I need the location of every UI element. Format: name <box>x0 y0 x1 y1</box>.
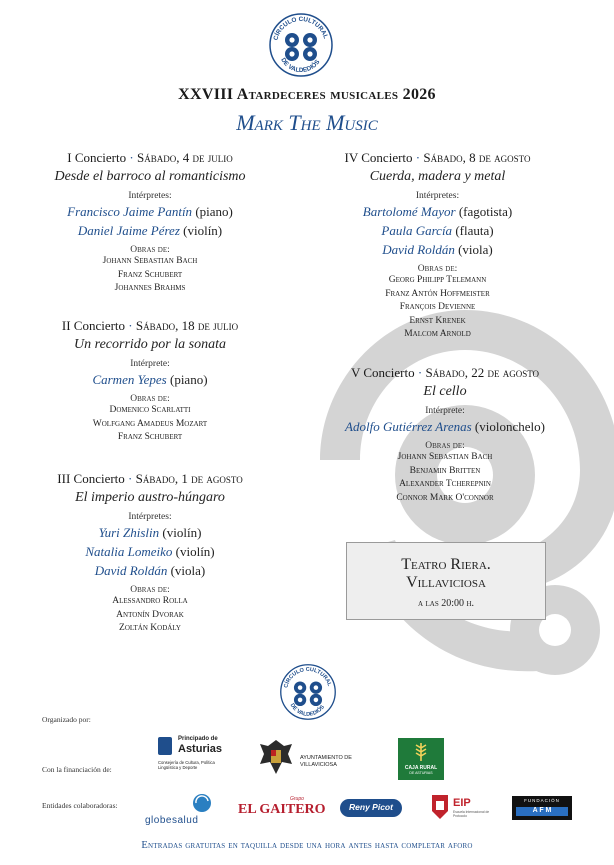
performers-label: Intérpretes: <box>415 191 460 201</box>
event-subtitle: Mark The Music <box>236 110 378 135</box>
collaborators-label: Entidades colaboradoras: <box>42 801 118 810</box>
composer: Zoltán Kodály <box>119 623 181 633</box>
svg-text:CÍRCULO CULTURAL: CÍRCULO CULTURAL <box>283 666 333 689</box>
concert-date: Sábado, 18 de julio <box>135 318 239 333</box>
performer: Natalia Lomeiko (violín) <box>85 544 215 559</box>
works-label: Obras de: <box>130 585 170 595</box>
svg-text:DE VALDEDIÓS: DE VALDEDIÓS <box>288 702 326 718</box>
composer: Alexander Tcherepnin <box>399 479 491 489</box>
performer: Carmen Yepes (piano) <box>92 372 208 387</box>
performer: Yuri Zhislin (violín) <box>98 525 202 540</box>
svg-text:DE VALDEDIÓS: DE VALDEDIÓS <box>279 56 322 75</box>
concert-3: III Concierto · Sábado, 1 de agosto El imperio austro-húngaro Intérpretes: Yuri Zhislin (violín) Natalia Lomeiko (violín) David Roldán (viola) Obras de: Alessandro Rolla Antonín Dvorak Zoltán Kodály <box>30 471 270 636</box>
free-entry-note: Entradas gratuitas en taquilla desde una hora antes hasta completar aforo <box>141 840 473 851</box>
wheat-icon <box>410 742 432 762</box>
composer: Georg Philipp Telemann <box>388 275 487 285</box>
composer: Malcom Arnold <box>404 329 471 339</box>
composer: Connor Mark O'connor <box>396 492 494 503</box>
composer: François Devienne <box>399 302 476 312</box>
composer: Johannes Brahms <box>114 283 186 293</box>
concert-5: V Concierto · Sábado, 22 de agosto El cello Intérprete: Adolfo Gutiérrez Arenas (violonchelo) Obras de: Johann Sebastian Bach Benjamin Britten Alexander Tcherepnin Connor Mark O'connor <box>315 365 575 505</box>
logo-ayuntamiento-villaviciosa: AYUNTAMIENTO DE VILLAVICIOSA <box>258 738 368 778</box>
concert-date: Sábado, 4 de julio <box>136 150 233 165</box>
concert-number: II Concierto <box>61 318 126 333</box>
logo-el-gaitero: Grupo EL GAITERO <box>238 796 326 817</box>
logo-eip: EIP Escuela Internacional de Protocolo <box>430 793 494 823</box>
concert-title: Un recorrido por la sonata <box>74 337 226 352</box>
concert-1: I Concierto · Sábado, 4 de julio Desde el barroco al romanticismo Intérpretes: Francisco Jaime Pantín (piano) Daniel Jaime Pérez (violín) Obras de: Johann Sebastian Bach Franz Schubert Johannes Brahms <box>30 150 270 296</box>
event-title: XXVIII Atardeceres musicales 2026 <box>178 86 436 103</box>
composer: Franz Antón Hoffmeister <box>385 288 490 299</box>
organized-label: Organizado por: <box>42 715 91 724</box>
venue-town: Villaviciosa <box>406 574 486 591</box>
works-label: Obras de: <box>417 264 458 274</box>
concert-date: Sábado, 22 de agosto <box>425 365 540 380</box>
concert-2: II Concierto · Sábado, 18 de julio Un recorrido por la sonata Intérprete: Carmen Yepes (piano) Obras de: Domenico Scarlatti Wolfgang Amadeus Mozart Franz Schubert <box>30 318 270 445</box>
eip-shield-icon <box>430 793 450 821</box>
composer: Antonín Dvorak <box>116 609 184 620</box>
composer: Wolfgang Amadeus Mozart <box>92 418 208 429</box>
logo-globesalud: globesalud <box>145 793 215 829</box>
concert-date: Sábado, 1 de agosto <box>135 471 243 486</box>
logo-caja-rural: CAJA RURAL DE ASTURIAS <box>398 738 444 780</box>
composer: Domenico Scarlatti <box>109 405 191 415</box>
concert-title: El cello <box>423 384 467 399</box>
circulo-cultural-emblem-top <box>268 12 334 78</box>
performers-label: Intérpretes: <box>128 191 172 201</box>
performer: Bartolomé Mayor (fagotista) <box>362 204 513 219</box>
performer: David Roldán (viola) <box>382 242 493 257</box>
performers-label: Intérpretes: <box>128 512 172 522</box>
circulo-cultural-emblem-bottom <box>279 663 337 721</box>
venue-name: Teatro Riera. <box>401 556 491 573</box>
composer: Ernst Krenek <box>409 315 466 326</box>
performer: Francisco Jaime Pantín (piano) <box>67 204 233 219</box>
coat-of-arms-icon <box>258 738 294 776</box>
concert-title: Cuerda, madera y metal <box>369 169 506 184</box>
performer: David Roldán (viola) <box>94 563 206 578</box>
venue-time: a las 20:00 h. <box>417 598 475 609</box>
globe-icon <box>192 793 212 813</box>
performers-label: Intérprete: <box>130 359 170 369</box>
concert-number: III Concierto <box>57 471 125 486</box>
composer: Benjamin Britten <box>409 465 481 476</box>
logo-reny-picot: Reny Picot <box>340 799 402 817</box>
svg-text:CÍRCULO CULTURAL: CÍRCULO CULTURAL <box>272 15 330 42</box>
venue-box <box>346 542 546 620</box>
concert-number: V Concierto <box>350 365 415 380</box>
concert-date: Sábado, 8 de agosto <box>423 150 531 165</box>
works-label: Obras de: <box>130 394 170 404</box>
performers-label: Intérprete: <box>425 406 465 416</box>
logo-fundacion-afm: FUNDACIÓN A F M <box>512 796 572 820</box>
concert-number: I Concierto <box>67 150 127 165</box>
funding-label: Con la financiación de: <box>42 765 112 774</box>
logo-principado-asturias: Principado de Asturias Consejería de Cultura, Política Lingüística y Deporte <box>158 736 223 770</box>
concert-title: Desde el barroco al romanticismo <box>54 169 246 184</box>
performer: Daniel Jaime Pérez (violín) <box>77 223 223 238</box>
composer: Alessandro Rolla <box>112 596 188 606</box>
works-label: Obras de: <box>425 441 465 451</box>
asturias-crest-icon <box>158 737 172 755</box>
composer: Franz Schubert <box>117 269 183 280</box>
composer: Johann Sebastian Bach <box>102 256 198 266</box>
performer: Adolfo Gutiérrez Arenas (violonchelo) <box>345 419 545 434</box>
composer: Johann Sebastian Bach <box>397 452 493 462</box>
works-label: Obras de: <box>130 245 170 255</box>
composer: Franz Schubert <box>117 432 183 442</box>
concert-4: IV Concierto · Sábado, 8 de agosto Cuerda, madera y metal Intérpretes: Bartolomé Mayor (fagotista) Paula García (flauta) David Roldán (viola) Obras de: Georg Philipp Telemann Franz Antón Hoffmeister François Devienne Ernst Krenek Malcom Arnold <box>315 150 560 342</box>
concert-number: IV Concierto <box>344 150 413 165</box>
performer: Paula García (flauta) <box>381 223 494 238</box>
concert-title: El imperio austro-húngaro <box>75 490 225 505</box>
